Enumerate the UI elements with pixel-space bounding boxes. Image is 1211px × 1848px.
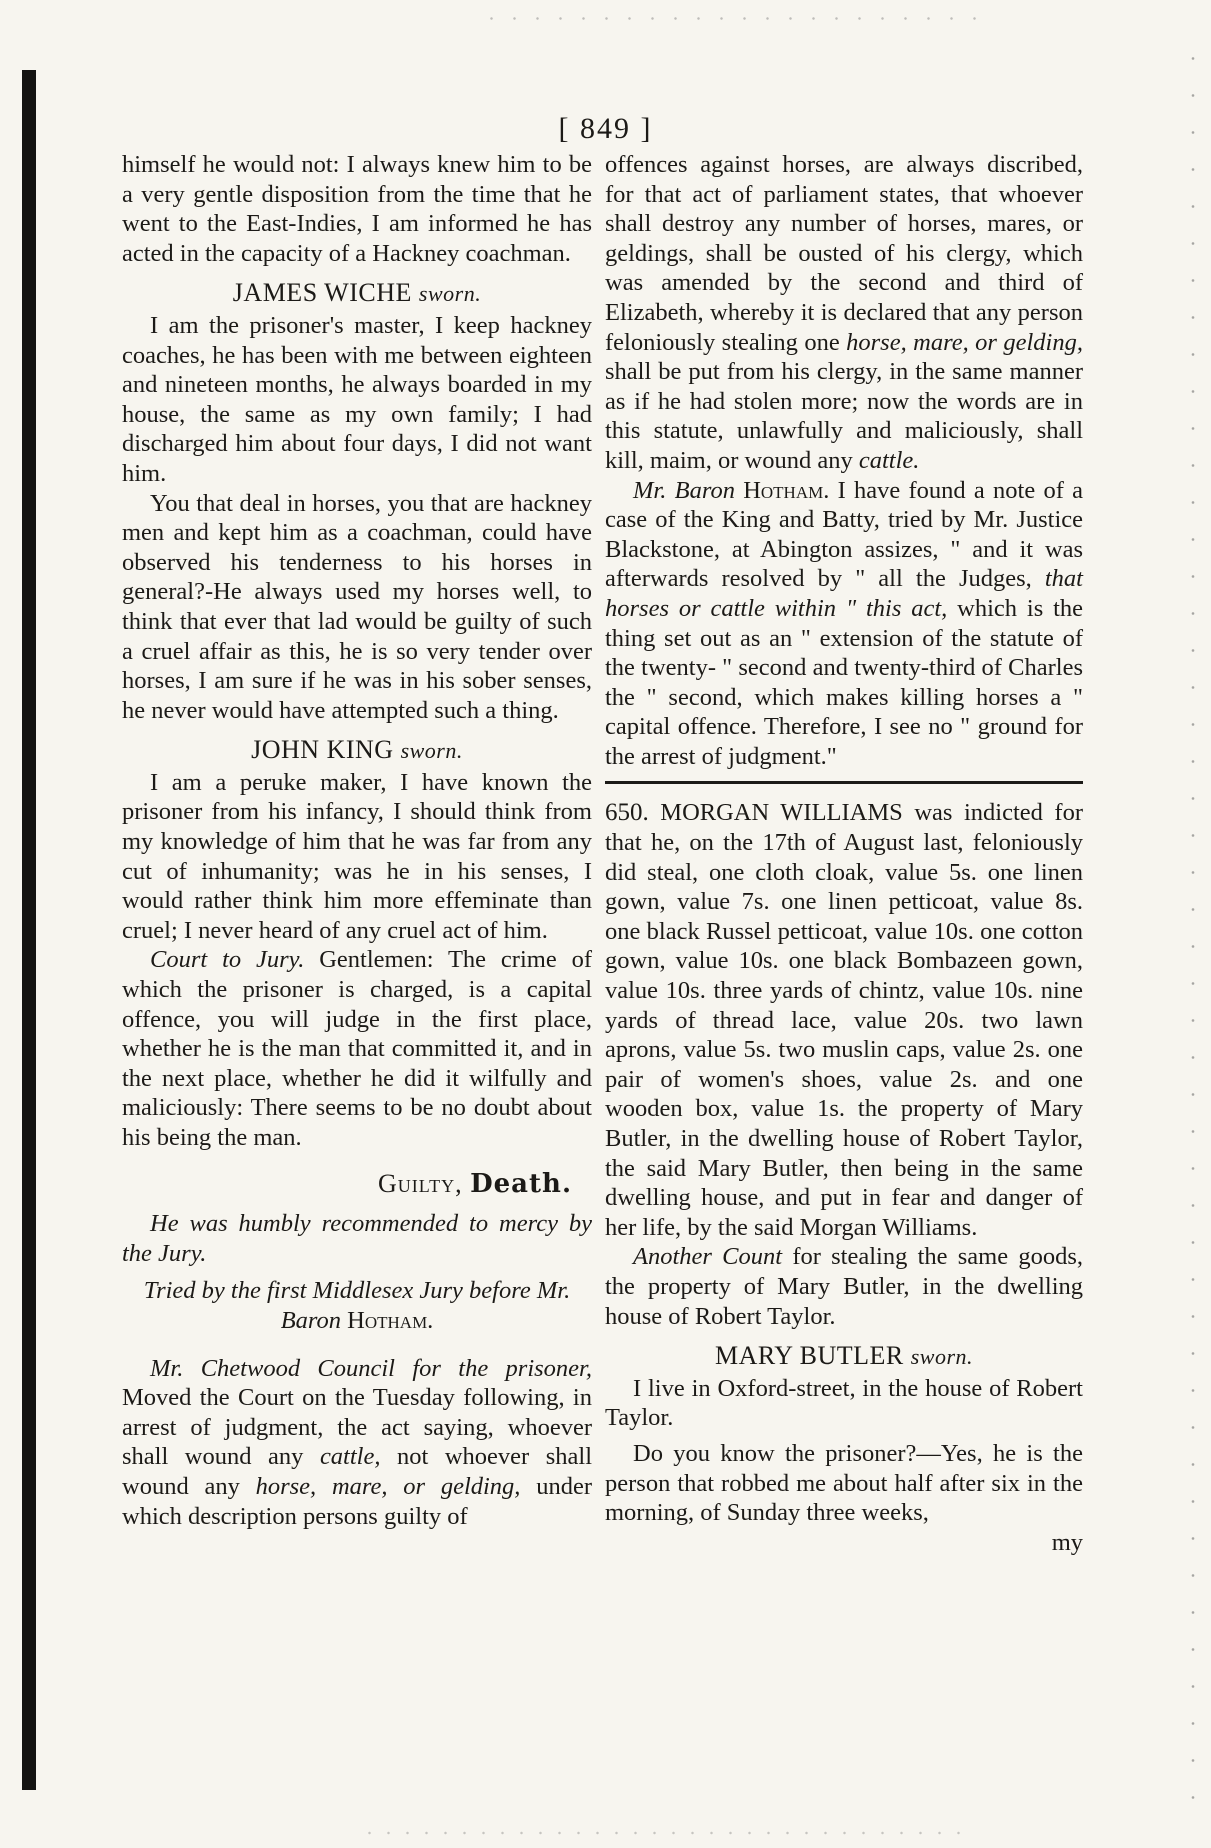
witness-heading: [605, 1341, 1083, 1372]
witness-heading: [122, 278, 592, 309]
paper-specks-right: [1189, 40, 1197, 1820]
italic-term: horse, mare, or gelding,: [846, 328, 1083, 356]
sworn-label: sworn.: [418, 281, 482, 307]
paragraph: [605, 476, 1083, 772]
paragraph: You that deal in horses, you that are hackney men and kept him as a coachman, could have observed his tenderness to his horses in general?-He always used my horses well, to think that ever that lad would be guilty of such a cruel affair as this, he is so very tender over horses, I am sure if he was in his sober senses, he never would have attempted such a thing.: [122, 489, 592, 724]
italic-term: cattle.: [858, 446, 920, 474]
paragraph-text: which is the thing set out as an " extension of the statute of the twenty- " second and twenty-third of Charles the " second, which makes killing horses a " capital offence. Therefore, I see no " ground for the arrest of judgment.": [605, 594, 1084, 770]
indictment-text: was indicted for that he, on the 17th of August last, feloniously did steal, one cloth cloak, value 5s. one linen gown, value 7s. one linen petticoat, value 8s. one black Russel petticoat, value 10s. one cotton gown, value 10s. one black Bombazeen gown, value 10s. three yards of chintz, value 10s. nine yards of thread lace, value 20s. two lawn aprons, value 5s. two muslin caps, value 2s. one pair of women's shoes, value 2s. and one wooden box, value 1s. the property of Mary Butler, in the dwelling house of Robert Taylor, the said Mary Butler, then being in the same dwelling house, and put in fear and danger of her life, by the said Morgan Williams.: [605, 799, 1084, 1241]
sworn-label: sworn.: [400, 738, 463, 764]
verdict: [122, 1169, 572, 1200]
witness-name: MARY BUTLER: [714, 1341, 904, 1371]
tried-by-note: [122, 1276, 592, 1335]
speaker-label: Mr. Chetwood Council for the prisoner,: [150, 1354, 592, 1382]
count-label: Another Count: [633, 1243, 783, 1271]
paragraph: himself he would not: I always knew him to be a very gentle disposition from the time that he went to the East-Indies, I am informed he has acted in the capacity of a Hackney coachman.: [122, 151, 592, 267]
judge-name: Hotham.: [743, 476, 830, 504]
judge-name: Hotham.: [347, 1306, 434, 1334]
paragraph: I live in Oxford-street, in the house of Robert Taylor.: [605, 1374, 1083, 1432]
paragraph: [122, 1354, 592, 1532]
paragraph-text: offences against horses, are always discribed, for that act of parliament states, that whoever shall destroy any number of horses, mares, or geldings, shall be ousted of his clergy, which was amended by the second and third of Elizabeth, whereby it is declared that any person feloniously stealing one: [605, 151, 1083, 356]
paragraph: [605, 1242, 1083, 1331]
paragraph: Do you know the prisoner?—Yes, he is the person that robbed me about half after six in the morning, of Sunday three weeks,: [605, 1439, 1083, 1527]
sworn-label: sworn.: [910, 1344, 973, 1370]
verdict-guilty: Guilty,: [377, 1168, 463, 1198]
witness-name: JAMES WICHE: [232, 278, 412, 308]
paragraph-text: I have found a note of a case of the King and Batty, tried by Mr. Justice Blackstone, at Abington assizes, " and it was afterwards resolved by " all the Judges,: [605, 476, 1084, 593]
italic-term: horse, mare, or gelding,: [255, 1472, 521, 1500]
section-divider: [605, 781, 1083, 784]
paper-specks-bottom: [360, 1828, 960, 1838]
paragraph: [122, 945, 592, 1152]
case-number: 650.: [605, 799, 649, 827]
speaker-label: Mr. Baron: [633, 476, 735, 504]
left-column: [122, 150, 592, 1531]
defendant-name: MORGAN WILLIAMS: [660, 799, 903, 827]
paragraph: I am the prisoner's master, I keep hackney coaches, he has been with me between eighteen and nineteen months, he always boarded in my house, the same as my own family; I had discharged him about four days, I did not want him.: [122, 311, 592, 487]
paragraph-text: Gentlemen: The crime of which the prisoner is charged, is a capital offence, you will judge in the first place, whether he is the man that committed it, and in the next place, whether he did it wilfully and maliciously: There seems to be no doubt about his being the man.: [122, 946, 593, 1151]
page-number: [ 849 ]: [558, 112, 653, 145]
case-paragraph: [605, 798, 1083, 1242]
italic-term: cattle,: [319, 1443, 381, 1471]
paragraph: I am a peruke maker, I have known the prisoner from his infancy, I should think from my knowledge of him that he was far from any cut of inhumanity; was he in his senses, I would rather think him more effeminate than cruel; I never heard of any cruel act of him.: [122, 768, 592, 944]
tried-by-text: Tried by the first Middlesex Jury before Mr. Baron: [143, 1277, 571, 1334]
paragraph-text: shall be put from his clergy, in the same manner as if he had stolen more; now the words are in this statute, unlawfully and maliciously, shall kill, maim, or wound any: [605, 358, 1083, 474]
witness-heading: [122, 735, 592, 766]
binding-edge: [22, 70, 36, 1790]
paragraph-text: under which description persons guilty of: [122, 1472, 592, 1530]
paragraph-text: Moved the Court on the Tuesday following, in arrest of judgment, the act saying, whoever shall wound any: [122, 1384, 592, 1471]
italic-term: that horses or cattle within " this act,: [605, 565, 1083, 622]
right-column: [605, 150, 1083, 1557]
recommendation-note: He was humbly recommended to mercy by the Jury.: [122, 1210, 592, 1267]
witness-name: JOHN KING: [251, 735, 394, 765]
verdict-death: Death.: [470, 1168, 572, 1199]
paragraph: [605, 150, 1083, 476]
paper-specks-top: [480, 14, 980, 24]
catchword: my: [1051, 1528, 1083, 1556]
paragraph-text: for stealing the same goods, the property of Mary Butler, in the dwelling house of Robert Taylor.: [605, 1243, 1083, 1330]
speaker-label: Court to Jury.: [150, 946, 305, 974]
paragraph-text: not whoever shall wound any: [122, 1443, 593, 1500]
